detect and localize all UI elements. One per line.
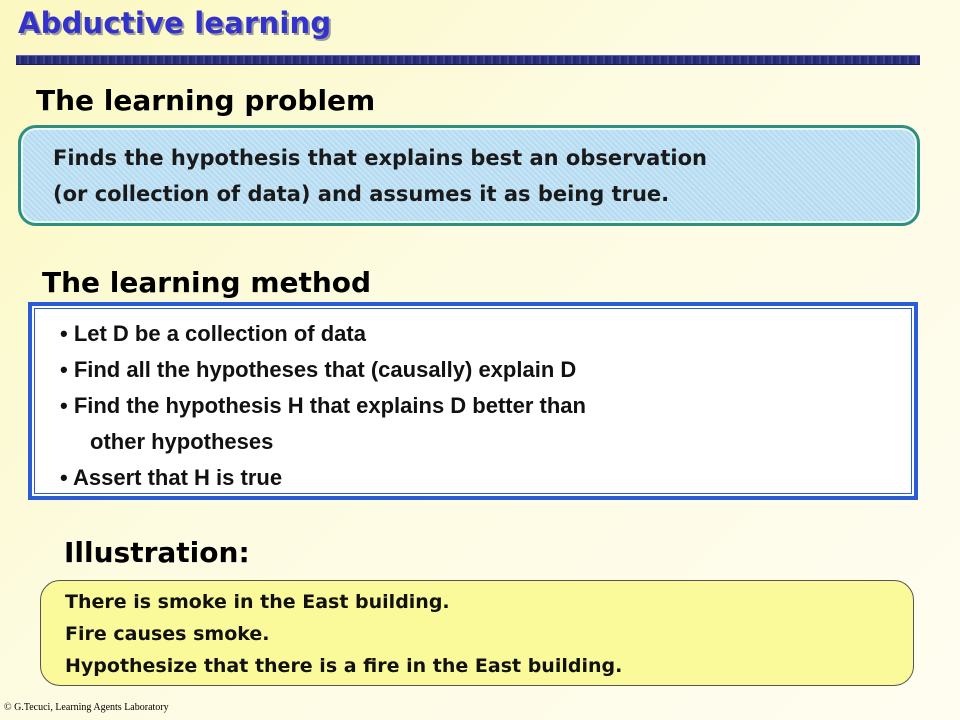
slide-title: Abductive learning [18, 6, 332, 40]
learning-method-box [28, 302, 918, 500]
method-item: • Assert that H is true [60, 465, 283, 490]
learning-problem-box [18, 125, 920, 226]
title-divider [16, 55, 920, 65]
learning-problem-heading: The learning problem [36, 84, 376, 117]
illustration-line: There is smoke in the East building. [65, 591, 450, 613]
copyright-footer: © G.Tecuci, Learning Agents Laboratory [4, 702, 169, 713]
problem-line-2: (or collection of data) and assumes it as being true. [53, 182, 670, 206]
illustration-line: Fire causes smoke. [65, 623, 270, 645]
method-item: • Find the hypothesis H that explains D better than [60, 393, 586, 418]
method-item-continuation: other hypotheses [90, 429, 274, 454]
learning-problem-text [53, 140, 903, 212]
illustration-box [40, 580, 914, 686]
illustration-heading: Illustration: [64, 536, 250, 569]
problem-line-1: Finds the hypothesis that explains best an observation [53, 146, 707, 170]
learning-method-heading: The learning method [42, 266, 372, 299]
method-item: • Find all the hypotheses that (causally) explain D [60, 357, 577, 382]
illustration-line: Hypothesize that there is a fire in the East building. [65, 655, 623, 677]
learning-method-list [60, 316, 586, 496]
illustration-lines [65, 586, 622, 682]
method-item: • Let D be a collection of data [60, 321, 366, 346]
